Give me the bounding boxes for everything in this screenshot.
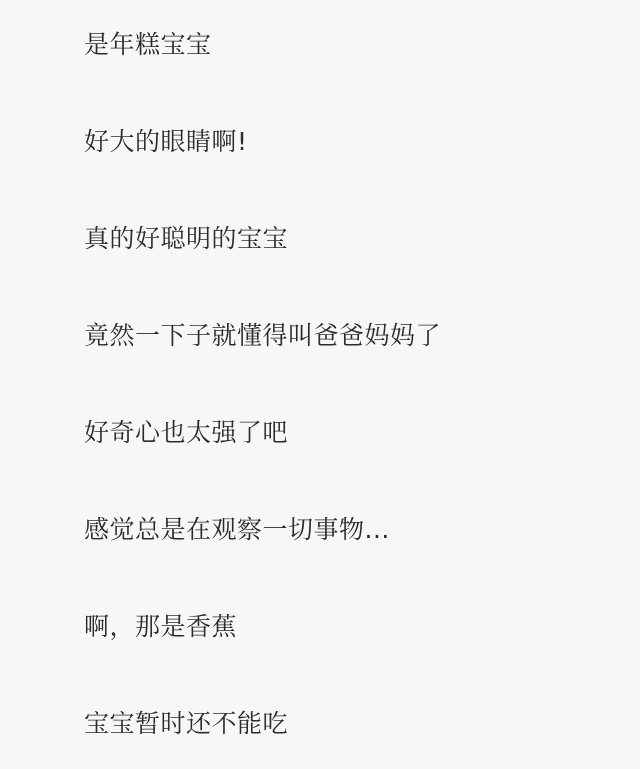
text-line: 好大的眼睛啊!: [84, 127, 248, 156]
text-line: 宝宝暂时还不能吃: [84, 709, 289, 738]
text-line: 是年糕宝宝: [84, 30, 212, 59]
text-line: 啊，那是香蕉: [84, 612, 238, 641]
text-line: 好奇心也太强了吧: [84, 418, 289, 447]
text-line: 竟然一下子就懂得叫爸爸妈妈了: [84, 321, 442, 350]
text-line: 感觉总是在观察一切事物...: [84, 515, 390, 544]
text-line: 真的好聪明的宝宝: [84, 224, 289, 253]
